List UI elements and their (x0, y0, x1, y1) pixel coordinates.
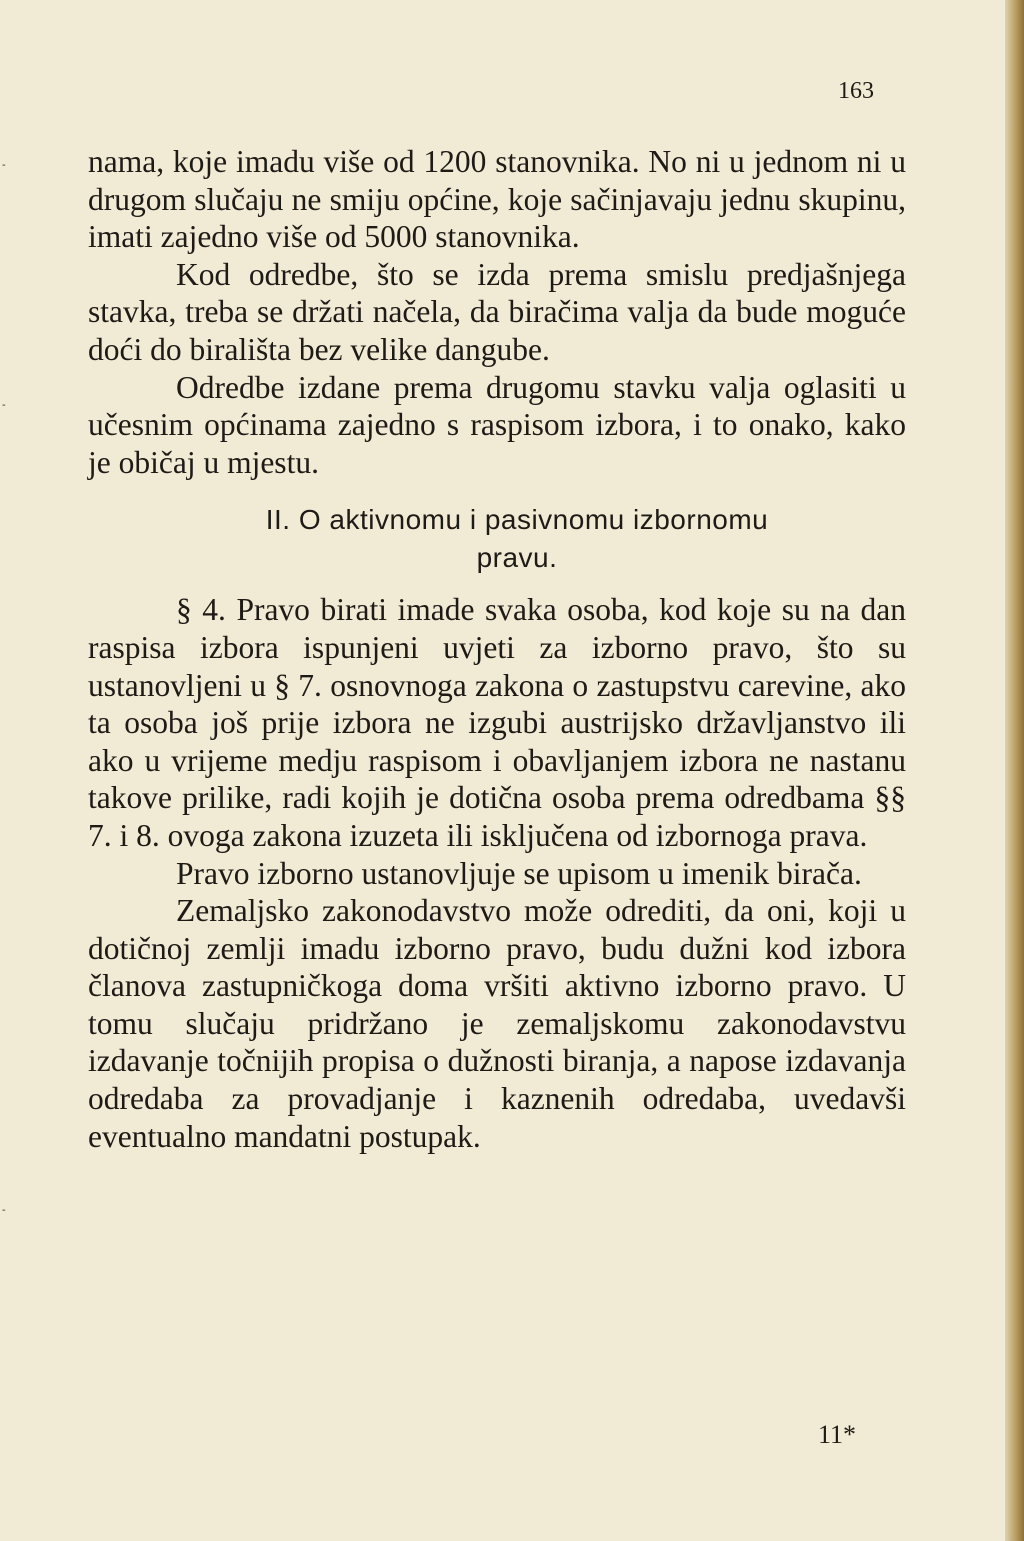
section-heading (88, 501, 906, 577)
section-heading-line1: II. O aktivnomu i pasivnomu izbornomu (265, 504, 769, 536)
paragraph-imenik: Pravo izborno ustanovljuje se upisom u imenik birača. (176, 855, 862, 891)
page-number: 163 (838, 78, 874, 104)
page-edge (1005, 0, 1024, 1541)
section-heading-line2: pravu. (476, 542, 558, 574)
paragraph-odredbe: Kod odredbe, što se izda prema smislu predjašnjega stavka, treba se držati načela, da biračima valja da bude moguće doći do birališta bez velike dangube. (88, 256, 906, 367)
paragraph-oglasiti: Odredbe izdane prema drugomu stavku valja oglasiti u učesnim općinama zajedno s raspisom izbora, i to onako, kako je običaj u mjestu. (88, 369, 906, 480)
margin-mark: ‐ (2, 400, 6, 411)
paragraph-continuation: nama, koje imadu više od 1200 stanovnika. No ni u jednom ni u drugom slučaju ne smiju općine, koje sačinjavaju jednu skupinu, imati zajedno više od 5000 stanovnika. (88, 144, 906, 255)
printer-signature: 11* (818, 1420, 857, 1449)
margin-mark: ‐ (2, 1205, 6, 1216)
margin-mark: ‐ (2, 160, 6, 171)
paragraph-section-4: § 4. Pravo birati imade svaka osoba, kod koje su na dan raspisa izbora ispunjeni uvjeti za izborno pravo, što su ustanovljeni u § 7. osnovnoga zakona o zastupstvu carevine, ako ta osoba još prije izbora ne izgubi austrijsko državljanstvo ili ako u vrijeme medju raspisom i obavljanjem izbora ne nastanu takove prilike, radi kojih je dotična osoba prema odredbama §§ 7. i 8. ovoga zakona izuzeta ili isključena od izbornoga prava. (88, 592, 906, 853)
page-body (88, 143, 906, 1155)
paragraph-zemaljsko: Zemaljsko zakonodavstvo može odrediti, da oni, koji u dotičnoj zemlji imadu izborno pravo, budu dužni kod izbora članova zastupničkoga doma vršiti aktivno izborno pravo. U tomu slučaju pridržano je zemaljskomu zakonodavstvu izdavanje točnijih propisa o dužnosti biranja, a napose izdavanja odredaba za provadjanje i kaznenih odredaba, uvedavši eventualno mandatni postupak. (88, 893, 906, 1154)
